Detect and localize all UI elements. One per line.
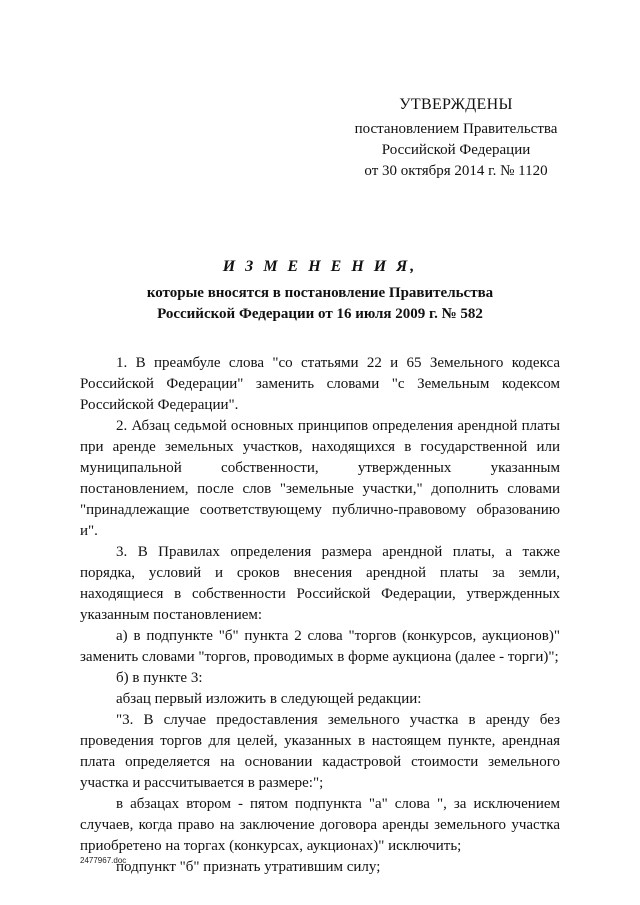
approval-heading: УТВЕРЖДЕНЫ [399, 96, 513, 113]
document-body [80, 353, 560, 878]
document-subtitle [0, 283, 640, 325]
paragraph: "3. В случае предоставления земельного участка в аренду без проведения торгов для целей, указанных в настоящем пункте, арендная плата определяется на основании кадастровой стоимости земельного участка и рассчитывается в размере:"; [80, 712, 560, 791]
paragraph: б) в пункте 3: [116, 670, 203, 686]
paragraph: абзац первый изложить в следующей редакции: [116, 691, 422, 707]
paragraph: в абзацах втором - пятом подпункта "а" слова ", за исключением случаев, когда право на заключение договора аренды земельного участка приобретено на торгах (конкурсах, аукционах)" исключить; [80, 796, 560, 854]
approval-line-2: Российской Федерации [381, 142, 531, 158]
paragraph: а) в подпункте "б" пункта 2 слова "торгов (конкурсов, аукционов)" заменить словами "торгов, проводимых в форме аукциона (далее - торги)"; [80, 628, 560, 665]
approval-line-1: постановлением Правительства [354, 121, 558, 137]
paragraph: 1. В преамбуле слова "со статьями 22 и 65 Земельного кодекса Российской Федерации" заменить словами "с Земельным кодексом Российской Федерации". [80, 355, 560, 413]
paragraph: 3. В Правилах определения размера арендной платы, а также порядка, условий и сроков внесения арендной платы за земли, находящиеся в собственности Российской Федерации, утвержденных указанным постановлением: [80, 544, 560, 623]
approval-block [336, 94, 576, 182]
paragraph: подпункт "б" признать утратившим силу; [116, 859, 381, 875]
paragraph: 2. Абзац седьмой основных принципов определения арендной платы при аренде земельных участков, находящихся в государственной или муниципальной собственности, утвержденных указанным постановлением, после слов "земельные участки," дополнить словами "принадлежащие соответствующему публично-правовому образованию и". [80, 418, 560, 539]
file-name-footer: 2477967.doc [80, 856, 127, 865]
subtitle-line-1: которые вносятся в постановление Правительства [146, 285, 494, 301]
subtitle-line-2: Российской Федерации от 16 июля 2009 г. № 582 [157, 306, 483, 322]
document-title: И З М Е Н Е Н И Я, [222, 258, 418, 275]
approval-line-3: от 30 октября 2014 г. № 1120 [364, 163, 548, 179]
